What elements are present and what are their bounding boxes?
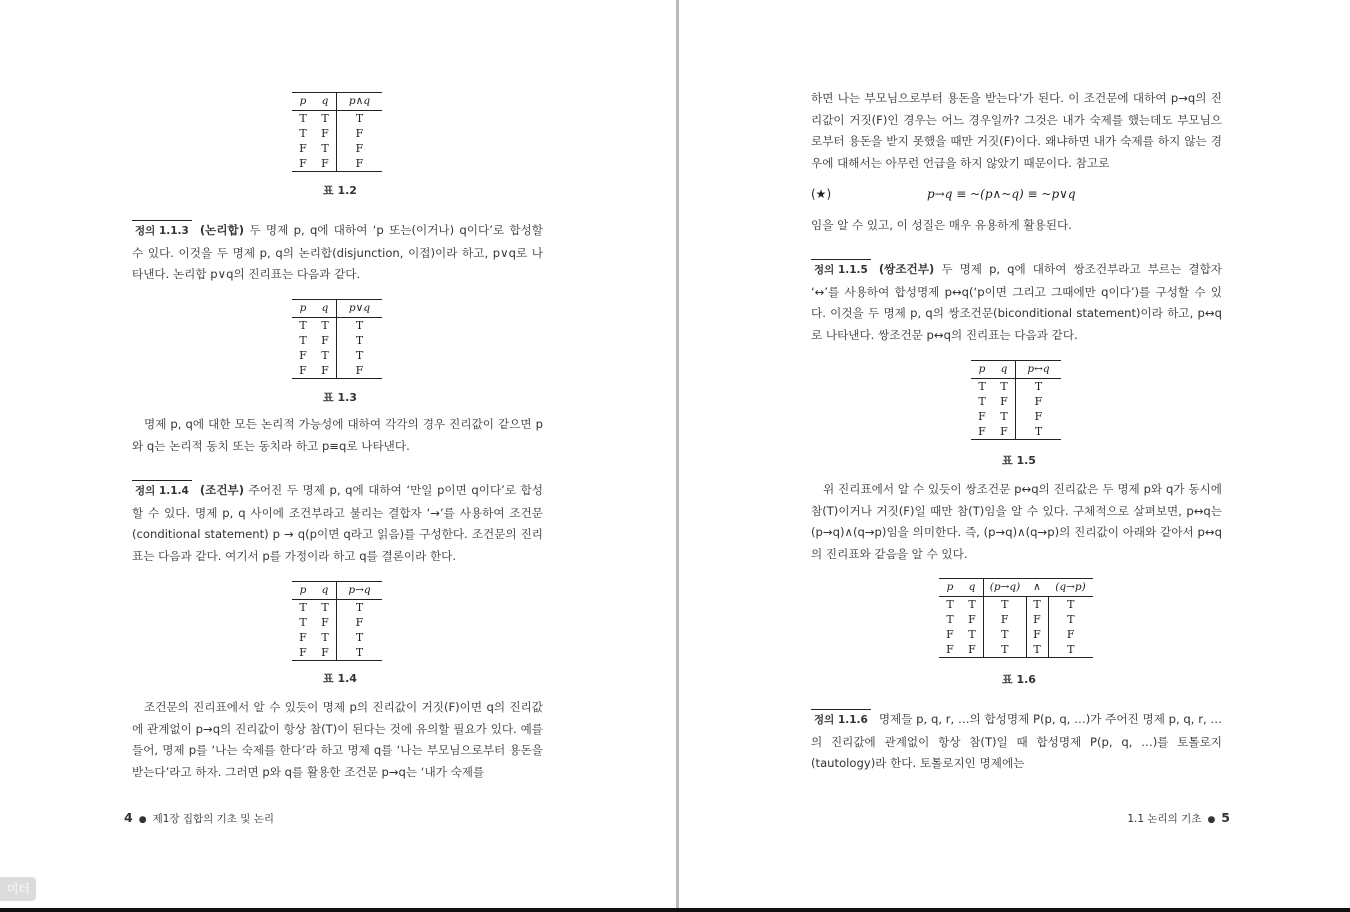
table-cell: T (299, 334, 307, 347)
table-header: (q→p) (1048, 579, 1093, 597)
table-row (939, 627, 1093, 642)
table-cell: F (314, 363, 337, 379)
table-row (292, 348, 382, 363)
table-row (292, 126, 382, 141)
paragraph-text: 위 진리표에서 알 수 있듯이 쌍조건문 p↔q의 진리값은 두 명제 p와 q가 동시에 참(T)이거나 거짓(F)일 때만 참(T)임을 알 수 있다. 구체적으로 살펴보면, p↔q는 (p→q)∧(q→p)임을 의미한다. 즉, (p→q)∧(q→p)의 진리값이 아래와 같아서 p↔q의 진리표와 같음을 알 수 있다. (811, 482, 1222, 562)
table-row (292, 363, 382, 379)
table-cell: T (978, 380, 986, 393)
table-cell: T (314, 141, 337, 156)
table-cell: T (1067, 613, 1075, 626)
table-cell: T (1034, 425, 1043, 438)
paragraph-text: 임을 알 수 있고, 이 성질은 매우 유용하게 활용된다. (811, 218, 1072, 232)
table-cell: T (355, 349, 364, 362)
table-cell: F (1034, 410, 1043, 423)
table-cell: F (299, 142, 307, 155)
table-cell: F (355, 142, 364, 155)
table-row (939, 597, 1093, 613)
table-cell: T (978, 395, 986, 408)
definition-title: (논리합) (199, 223, 245, 237)
table-header: q (993, 361, 1016, 379)
table-cell: F (1066, 628, 1075, 641)
table-row (971, 394, 1061, 409)
bullet-icon: ● (138, 815, 147, 825)
definition-1-1-4 (132, 480, 543, 568)
table-row (292, 600, 382, 616)
truth-table-1-4 (292, 581, 382, 661)
paragraph-text: 하면 나는 부모님으로부터 용돈을 받는다’가 된다. 이 조건문에 대하여 p→q의 진리값이 거짓(F)인 경우는 어느 경우일까? 그것은 내가 숙제를 했는데도 부모님으로부터 용돈을 받지 못했을 때만 거짓(F)이다. 왜냐하면 내가 숙제를 하지 않는 경우에 대해서는 아무런 언급을 하지 않았기 때문이다. 참고로 (811, 91, 1222, 171)
table-cell: F (314, 333, 337, 348)
table-cell: F (355, 364, 364, 377)
definition-text: 두 명제 p, q에 대하여 쌍조건부라고 부르는 결합자 ‘↔’를 사용하여 합성명제 p↔q(‘p이면 그리고 그때에만 q이다’)를 구성할 수 있다. 이것을 두 명제 p, q의 쌍조건문(biconditional statement)이라 하고, p↔q로 나타낸다. 쌍조건문 p↔q의 진리표는 다음과 같다. (811, 262, 1223, 343)
table-cell: T (314, 111, 337, 127)
table-cell: T (314, 348, 337, 363)
paragraph-conditional (132, 697, 543, 784)
table-header: p↔q (1016, 361, 1062, 379)
table-row (292, 141, 382, 156)
table-header: p (292, 300, 314, 318)
table-caption: 표 1.6 (1002, 673, 1036, 686)
table-cell: F (1026, 627, 1048, 642)
table-cell: T (314, 600, 337, 616)
table-cell: T (299, 601, 307, 614)
definition-text: 주어진 두 명제 p, q에 대하여 ‘만일 p이면 q이다’로 합성할 수 있다. 명제 p, q 사이에 조건부라고 불리는 결합자 ‘→’를 사용하여 조건문(conditional statement) p → q(p이면 q라고 읽음)를 구성한다. 조건문의 진리표는 다음과 같다. 여기서 p를 가정이라 하고 q를 결론이라 한다. (132, 483, 543, 564)
table-header: p∨q (337, 300, 383, 318)
table-cell: T (355, 334, 364, 347)
table-cell: T (961, 627, 984, 642)
table-row (292, 156, 382, 172)
chapter-title: 제1장 집합의 기초 및 논리 (152, 813, 275, 825)
table-cell: F (961, 642, 984, 658)
table-row (292, 615, 382, 630)
table-header: ∧ (1026, 579, 1048, 597)
table-cell: T (355, 646, 364, 659)
table-cell: T (1026, 597, 1048, 613)
table-row (292, 645, 382, 661)
table-cell: T (355, 601, 364, 614)
definition-text: 두 명제 p, q에 대하여 ‘p 또는(이거나) q이다’로 합성할 수 있다. 이것을 두 명제 p, q의 논리합(disjunction, 이접)이라 하고, p∨q로 나타낸다. 논리합 p∨q의 진리표는 다음과 같다. (132, 223, 543, 282)
table-cell: T (1067, 643, 1075, 656)
table-row (971, 409, 1061, 424)
table-header: p (292, 582, 314, 600)
table-cell: T (961, 597, 984, 613)
definition-title: (조건부) (199, 483, 245, 497)
table-cell: F (299, 157, 307, 170)
table-cell: F (355, 157, 364, 170)
page-footer-left (124, 810, 274, 826)
definition-label: 정의 1.1.6 (811, 709, 871, 732)
table-cell: F (314, 156, 337, 172)
table-cell: F (314, 615, 337, 630)
table-cell: F (1034, 395, 1043, 408)
table-cell: T (984, 597, 1027, 613)
table-cell: F (978, 425, 986, 438)
bullet-icon: ● (1207, 815, 1216, 825)
table-caption: 표 1.2 (323, 184, 357, 197)
table-header: p (939, 579, 961, 597)
table-cell: T (984, 627, 1027, 642)
definition-label: 정의 1.1.3 (132, 220, 192, 243)
paragraph-continued (811, 88, 1222, 175)
table-row (939, 612, 1093, 627)
table-cell: T (355, 631, 364, 644)
table-cell: F (946, 643, 954, 656)
table-cell: T (946, 598, 954, 611)
table-cell: T (299, 616, 307, 629)
table-cell: F (314, 645, 337, 661)
table-header: q (314, 93, 337, 111)
table-header: p∧q (337, 93, 383, 111)
table-cell: F (978, 410, 986, 423)
table-cell: T (946, 613, 954, 626)
page-footer-right (1127, 810, 1230, 826)
table-row (939, 642, 1093, 658)
table-cell: F (1026, 612, 1048, 627)
table-caption: 표 1.3 (323, 391, 357, 404)
definition-1-1-5 (811, 259, 1222, 347)
truth-table-1-5 (971, 360, 1061, 440)
truth-table-1-6 (939, 578, 1093, 658)
star-label: (★) (811, 187, 832, 201)
table-cell: T (299, 319, 307, 332)
table-header: (p→q) (984, 579, 1027, 597)
table-cell: F (355, 127, 364, 140)
star-formula: p→q ≡ ~(p∧~q) ≡ ~p∨q (927, 187, 1076, 201)
section-title: 1.1 논리의 기초 (1127, 813, 1202, 825)
right-page (679, 0, 1350, 908)
table-row (971, 379, 1061, 395)
definition-title: (쌍조건부) (878, 262, 935, 276)
paragraph-text: 조건문의 진리표에서 알 수 있듯이 명제 p의 진리값이 거짓(F)이면 q의 진리값에 관계없이 p→q의 진리값이 항상 참(T)이 된다는 것에 유의할 필요가 있다. 예를 들어, 명제 p를 ‘나는 숙제를 한다’라 하고 명제 q를 ‘나는 부모님으로부터 용돈을 받는다’라고 하자. 그러면 p와 q를 활용한 조건문 p→q는 ‘내가 숙제를 (132, 700, 543, 780)
table-cell: F (314, 126, 337, 141)
table-cell: F (355, 616, 364, 629)
paragraph-biconditional (811, 479, 1222, 566)
page-number: 4 (124, 810, 133, 825)
table-cell: T (314, 630, 337, 645)
truth-table-1-2 (292, 92, 382, 172)
definition-text: 명제들 p, q, r, …의 합성명제 P(p, q, …)가 주어진 명제 p, q, r, …의 진리값에 관계없이 항상 참(T)일 때 합성명제 P(p, q, …)를 토톨로지(tautology)라 한다. 토톨로지인 명제에는 (811, 712, 1222, 771)
table-cell: T (1026, 642, 1048, 658)
table-cell: F (299, 349, 307, 362)
table-cell: F (993, 394, 1016, 409)
table-cell: F (961, 612, 984, 627)
table-cell: T (993, 409, 1016, 424)
table-cell: F (946, 628, 954, 641)
table-cell: T (1034, 380, 1043, 393)
definition-1-1-3 (132, 220, 543, 286)
table-cell: F (299, 646, 307, 659)
paragraph-equivalence (132, 414, 543, 457)
table-cell: T (355, 112, 364, 125)
definition-label: 정의 1.1.4 (132, 480, 192, 503)
table-header: p (292, 93, 314, 111)
table-cell: F (299, 364, 307, 377)
table-cell: T (993, 379, 1016, 395)
definition-label: 정의 1.1.5 (811, 259, 871, 282)
table-cell: T (314, 318, 337, 334)
table-row (292, 630, 382, 645)
table-row (292, 318, 382, 334)
truth-table-1-3 (292, 299, 382, 379)
viewer-chip[interactable]: 미터 (0, 877, 36, 901)
table-header: p (971, 361, 993, 379)
table-cell: F (993, 424, 1016, 440)
table-caption: 표 1.4 (323, 672, 357, 685)
table-header: p→q (337, 582, 383, 600)
table-row (971, 424, 1061, 440)
table-cell: F (299, 631, 307, 644)
table-cell: T (355, 319, 364, 332)
table-caption: 표 1.5 (1002, 454, 1036, 467)
table-cell: T (984, 642, 1027, 658)
paragraph-useful (811, 215, 1222, 237)
table-cell: T (299, 112, 307, 125)
table-cell: F (984, 612, 1027, 627)
table-header: q (314, 300, 337, 318)
definition-1-1-6 (811, 709, 1222, 775)
page-number: 5 (1221, 810, 1230, 825)
table-cell: T (299, 127, 307, 140)
table-cell: T (1067, 598, 1075, 611)
table-header: q (314, 582, 337, 600)
bottom-border (0, 908, 1350, 912)
table-row (292, 111, 382, 127)
paragraph-text: 명제 p, q에 대한 모든 논리적 가능성에 대하여 각각의 경우 진리값이 같으면 p와 q는 논리적 동치 또는 동치라 하고 p≡q로 나타낸다. (132, 417, 543, 453)
left-page (0, 0, 676, 908)
table-row (292, 333, 382, 348)
table-header: q (961, 579, 984, 597)
